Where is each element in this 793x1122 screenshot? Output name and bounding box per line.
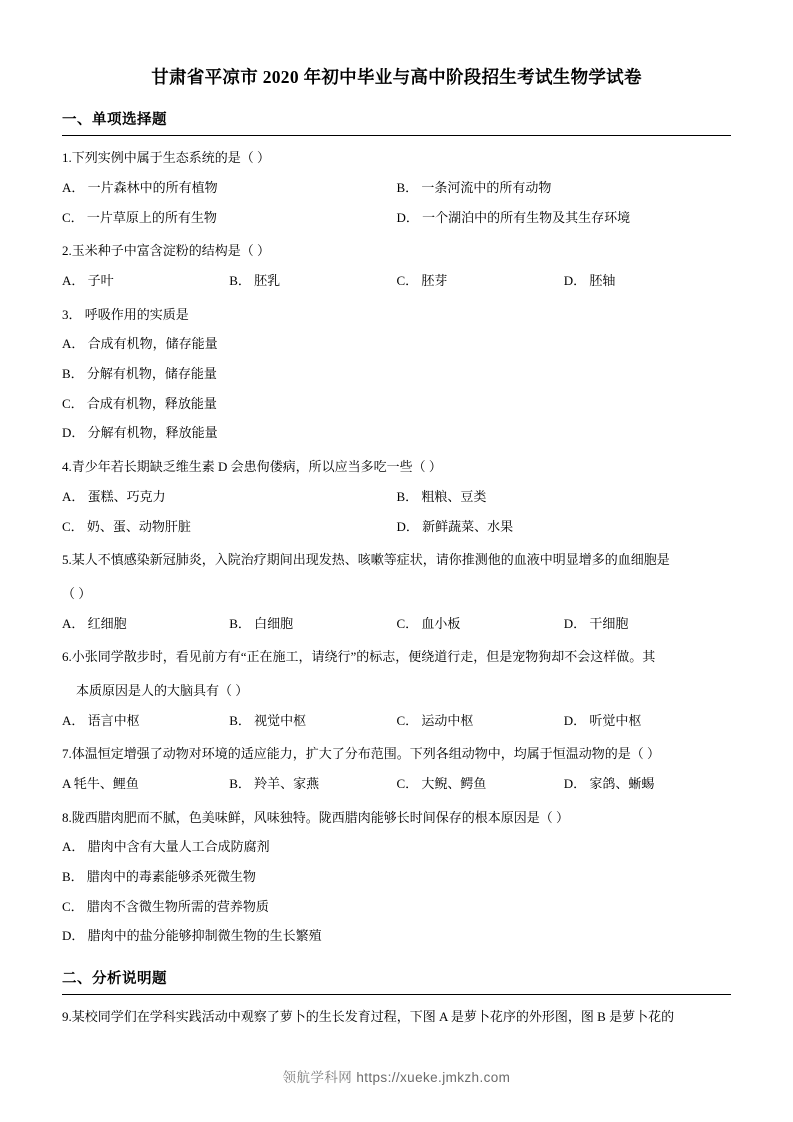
option-item: A． 语言中枢 [62,712,140,728]
question-stem: 5.某人不慎感染新冠肺炎，入院治疗期间出现发热、咳嗽等症状，请你推测他的血液中明显增多的血细胞是 [62,552,670,568]
option-item: A． 蛋糕、巧克力 [62,488,166,504]
option-item: B． 粗粮、豆类 [396,488,487,504]
option-item: D． 分解有机物，释放能量 [62,425,218,441]
option-item: A 牦牛、鲤鱼 [62,776,139,791]
option-row [62,612,731,637]
option-item: B． 视觉中枢 [229,712,307,728]
option-item: A． 红细胞 [62,615,127,631]
question-stem-cont: （ ） [62,585,92,601]
option-row [62,772,731,797]
question-stem: 3． 呼吸作用的实质是 [62,306,189,322]
question-stem: 1.下列实例中属于生态系统的是（ ） [62,150,271,166]
option-item: A． 腊肉中含有大量人工合成防腐剂 [62,839,270,855]
question-stem: 6.小张同学散步时，看见前方有“正在施工，请绕行”的标志，便绕道行走，但是宠物狗却不会这样做。其 [62,649,656,665]
option-item: A． 子叶 [62,273,114,288]
page-title: 甘肃省平凉市 2020 年初中毕业与高中阶段招生考试生物学试卷 [151,67,642,87]
option-row [62,515,731,540]
question-options [62,269,731,294]
option-row [62,485,731,510]
option-item: D． 一个湖泊中的所有生物及其生存环境 [396,209,631,225]
footer-brand: 领航学科网 [282,1070,353,1085]
option-item: C． 血小板 [396,615,461,631]
option-row [62,176,731,201]
option-item: B． 腊肉中的毒素能够杀死微生物 [62,869,256,885]
section-heading-2: 二、分析说明题 [62,971,167,988]
option-item: B． 白细胞 [229,615,294,631]
option-item: C． 腊肉不含微生物所需的营养物质 [62,898,269,914]
option-item: C． 胚芽 [396,273,448,288]
option-row [62,269,731,294]
question-options [62,485,731,539]
option-item: B． 胚乳 [229,273,281,288]
question-stem: 4.青少年若长期缺乏维生素 D 会患佝偻病，所以应当多吃一些（ ） [62,459,442,475]
option-item: C． 一片草原上的所有生物 [62,209,217,225]
footer-watermark [0,1066,793,1086]
option-item: B． 羚羊、家燕 [229,776,320,791]
question-stem: 9.某校同学们在学科实践活动中观察了萝卜的生长发育过程，下图 A 是萝卜花序的外形图，图 B 是萝卜花的 [62,1009,675,1025]
option-item: C． 奶、蛋、动物肝脏 [62,518,191,534]
option-item: D． 听觉中枢 [563,712,642,728]
question-options [62,709,731,734]
question-options [62,612,731,637]
section-heading-1: 一、单项选择题 [62,112,167,129]
option-item: D． 腊肉中的盐分能够抑制微生物的生长繁殖 [62,928,322,944]
option-item: B． 分解有机物，储存能量 [62,366,217,382]
question-options [62,772,731,797]
option-item: A． 一片森林中的所有植物 [62,179,218,195]
option-row [62,206,731,231]
option-item: D． 干细胞 [563,615,629,631]
option-row [62,709,731,734]
question-stem: 7.体温恒定增强了动物对环境的适应能力，扩大了分布范围。下列各组动物中，均属于恒温动物的是（ ） [62,746,661,762]
option-item: D． 家鸽、蜥蜴 [563,776,655,791]
option-item: D． 新鲜蔬菜、水果 [396,518,514,534]
option-item: D． 胚轴 [563,273,616,288]
divider-1 [62,135,731,136]
question-options [62,176,731,230]
question-options [62,332,731,446]
question-options [62,835,731,949]
footer-url: https://xueke.jmkzh.com [356,1070,511,1085]
option-item: C． 运动中枢 [396,712,474,728]
option-item: C． 合成有机物，释放能量 [62,395,217,411]
question-stem: 8.陇西腊肉肥而不腻，色美味鲜，风味独特。陇西腊肉能够长时间保存的根本原因是（ ） [62,809,570,825]
question-stem-cont: 本质原因是人的大脑具有（ ） [76,682,249,698]
option-item: B． 一条河流中的所有动物 [396,179,552,195]
question-stem: 2.玉米种子中富含淀粉的结构是（ ） [62,243,271,259]
divider-2 [62,994,731,995]
option-item: C． 大鲵、鳄鱼 [396,776,487,791]
option-item: A． 合成有机物，储存能量 [62,336,218,352]
